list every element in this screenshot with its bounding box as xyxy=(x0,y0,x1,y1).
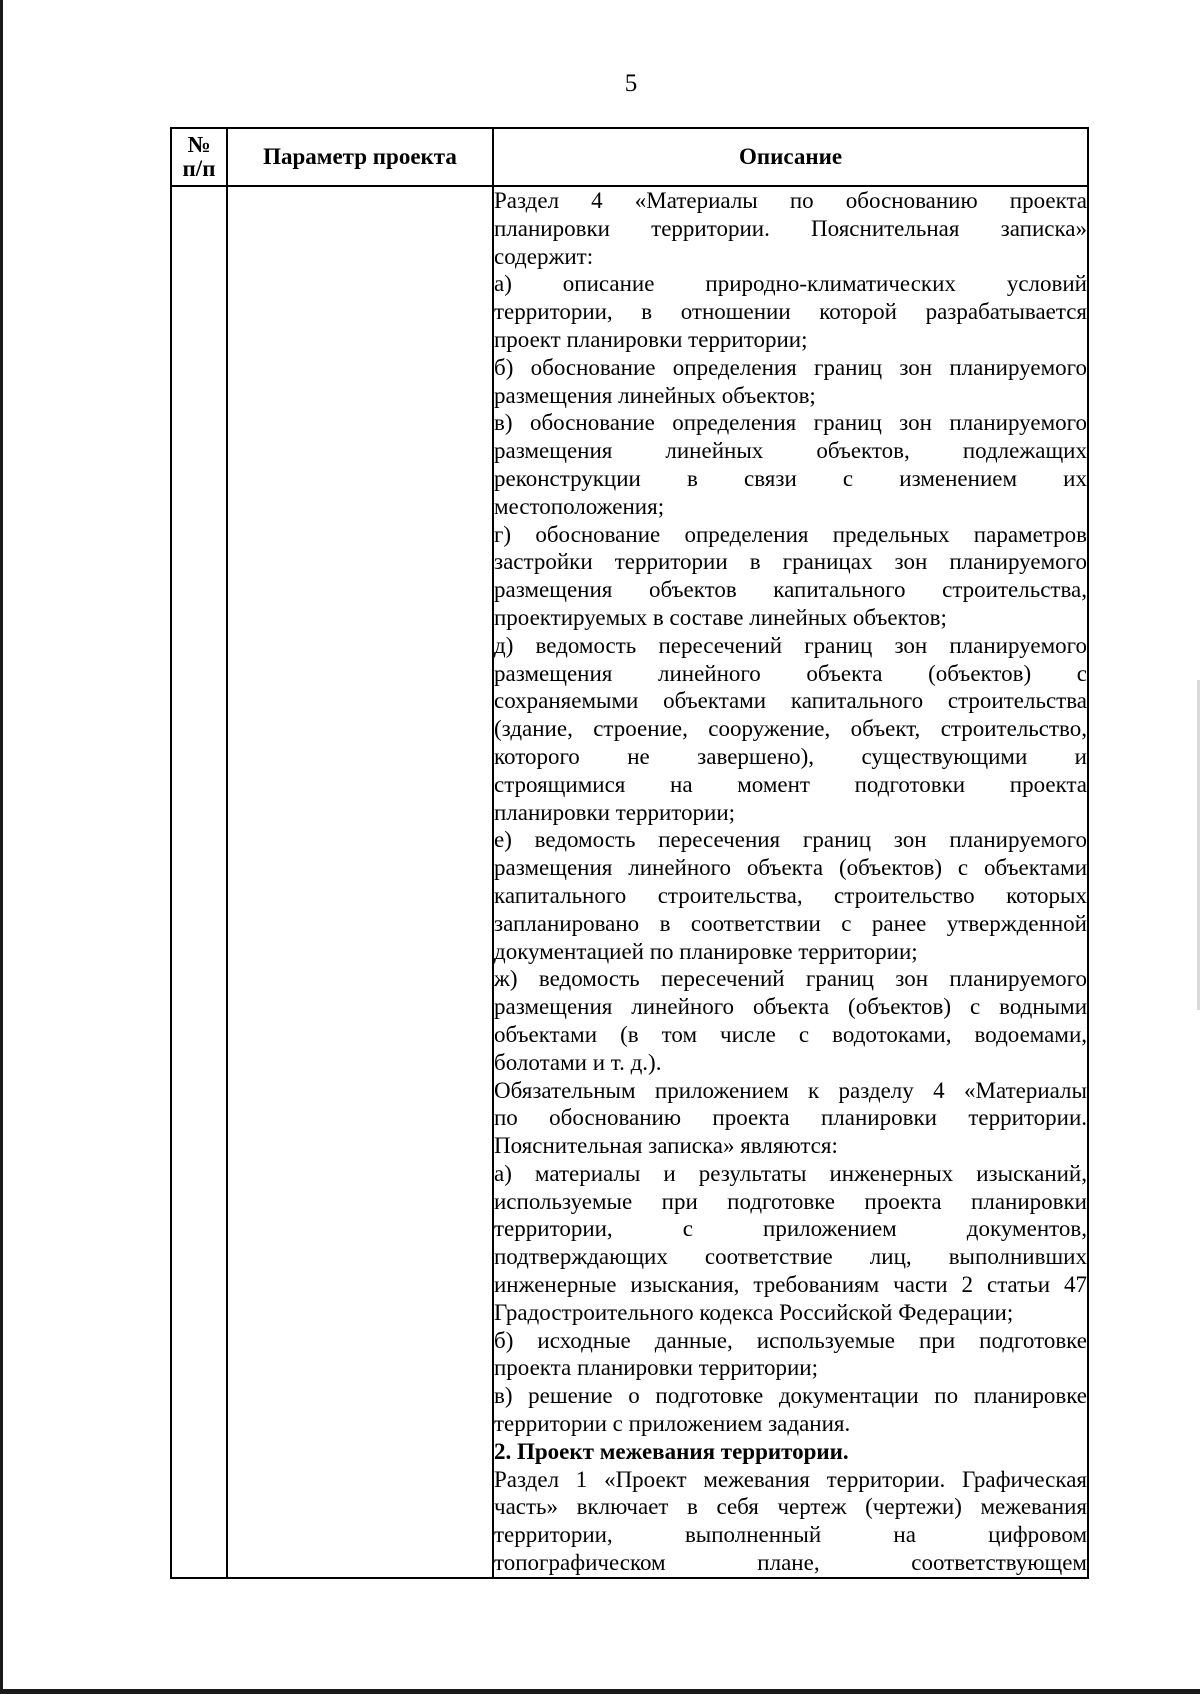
description-line: проект планировки территории; xyxy=(494,326,808,352)
description-line: г) обоснование определения предельных параметров xyxy=(494,521,1087,547)
description-line: строящимися на момент подготовки проекта xyxy=(494,771,1087,797)
description-line: а) описание природно-климатических условий xyxy=(494,271,1087,297)
description-line: размещения линейного объекта (объектов) с водными xyxy=(494,994,1087,1020)
description-line: е) ведомость пересечения границ зон планируемого xyxy=(494,827,1087,853)
scan-border-bottom xyxy=(0,1689,1200,1694)
project-parameters-table xyxy=(170,127,1089,1579)
description-line: территории, в отношении которой разрабатывается xyxy=(494,299,1087,325)
header-description: Описание xyxy=(493,128,1088,186)
header-number-symbol: № xyxy=(187,132,211,157)
description-line: территории, с приложением документов, xyxy=(494,1216,1087,1242)
description-line: подтверждающих соответствие лиц, выполнивших xyxy=(494,1244,1087,1270)
description-line: которого не завершено), существующими и xyxy=(494,743,1087,769)
description-line: размещения линейных объектов, подлежащих xyxy=(494,438,1087,464)
header-number xyxy=(171,128,227,186)
description-line: размещения линейных объектов; xyxy=(494,382,816,408)
description-line: в) обоснование определения границ зон планируемого xyxy=(494,410,1087,436)
table-row xyxy=(171,186,1088,1578)
description-line: размещения линейного объекта (объектов) с xyxy=(494,660,1087,686)
description-line: Раздел 1 «Проект межевания территории. Графическая xyxy=(494,1466,1087,1492)
page-number: 5 xyxy=(624,70,638,97)
description-line: проектируемых в составе линейных объектов; xyxy=(494,604,947,630)
description-line: объектами (в том числе с водотоками, водоемами, xyxy=(494,1021,1087,1047)
description-line: топографическом плане, соответствующем xyxy=(494,1550,1087,1576)
header-number-abbr: п/п xyxy=(182,156,216,181)
description-line: реконструкции в связи с изменением их xyxy=(494,465,1087,491)
description-line: содержит: xyxy=(494,243,594,269)
header-parameter: Параметр проекта xyxy=(227,128,493,186)
description-line: используемые при подготовке проекта планировки xyxy=(494,1188,1087,1214)
description-line: капитального строительства, строительство которых xyxy=(494,882,1087,908)
description-line: сохраняемыми объектами капитального строительства xyxy=(494,688,1087,714)
section-heading: 2. Проект межевания территории. xyxy=(494,1438,849,1464)
description-line: б) обоснование определения границ зон планируемого xyxy=(494,354,1087,380)
description-line: местоположения; xyxy=(494,493,665,519)
description-line: д) ведомость пересечений границ зон планируемого xyxy=(494,632,1087,658)
description-line: проекта планировки территории; xyxy=(494,1355,818,1381)
row-parameter-cell xyxy=(227,186,493,1578)
description-line: Раздел 4 «Материалы по обоснованию проекта xyxy=(494,188,1087,213)
table-header-row xyxy=(171,128,1088,186)
description-line: планировки территории. Пояснительная записка» xyxy=(494,215,1087,241)
description-line: территории с приложением задания. xyxy=(494,1411,851,1437)
description-line: инженерные изыскания, требованиям части 2 статьи 47 xyxy=(494,1272,1087,1298)
description-line: Пояснительная записка» являются: xyxy=(494,1133,838,1159)
description-line: по обоснованию проекта планировки территории. xyxy=(494,1105,1087,1131)
description-line: размещения объектов капитального строительства, xyxy=(494,577,1087,603)
description-line: ж) ведомость пересечений границ зон планируемого xyxy=(494,966,1087,992)
row-description-cell xyxy=(493,186,1088,1578)
row-number-cell xyxy=(171,186,227,1578)
description-line: (здание, строение, сооружение, объект, строительство, xyxy=(494,716,1087,742)
description-line: часть» включает в себя чертеж (чертежи) межевания xyxy=(494,1494,1087,1520)
description-text xyxy=(494,187,1087,1577)
description-line: планировки территории; xyxy=(494,799,736,825)
scan-border-left xyxy=(0,0,3,1694)
description-line: Градостроительного кодекса Российской Федерации; xyxy=(494,1299,1014,1325)
description-line: документацией по планировке территории; xyxy=(494,938,918,964)
description-line: застройки территории в границах зон планируемого xyxy=(494,549,1087,575)
description-line: размещения линейного объекта (объектов) с объектами xyxy=(494,855,1087,881)
description-line: Обязательным приложением к разделу 4 «Материалы xyxy=(494,1077,1087,1103)
description-line: б) исходные данные, используемые при подготовке xyxy=(494,1327,1087,1353)
description-line: а) материалы и результаты инженерных изысканий, xyxy=(494,1160,1087,1186)
description-line: территории, выполненный на цифровом xyxy=(494,1522,1087,1548)
description-line: болотами и т. д.). xyxy=(494,1049,662,1075)
description-line: запланировано в соответствии с ранее утвержденной xyxy=(494,910,1087,936)
description-line: в) решение о подготовке документации по планировке xyxy=(494,1383,1087,1409)
